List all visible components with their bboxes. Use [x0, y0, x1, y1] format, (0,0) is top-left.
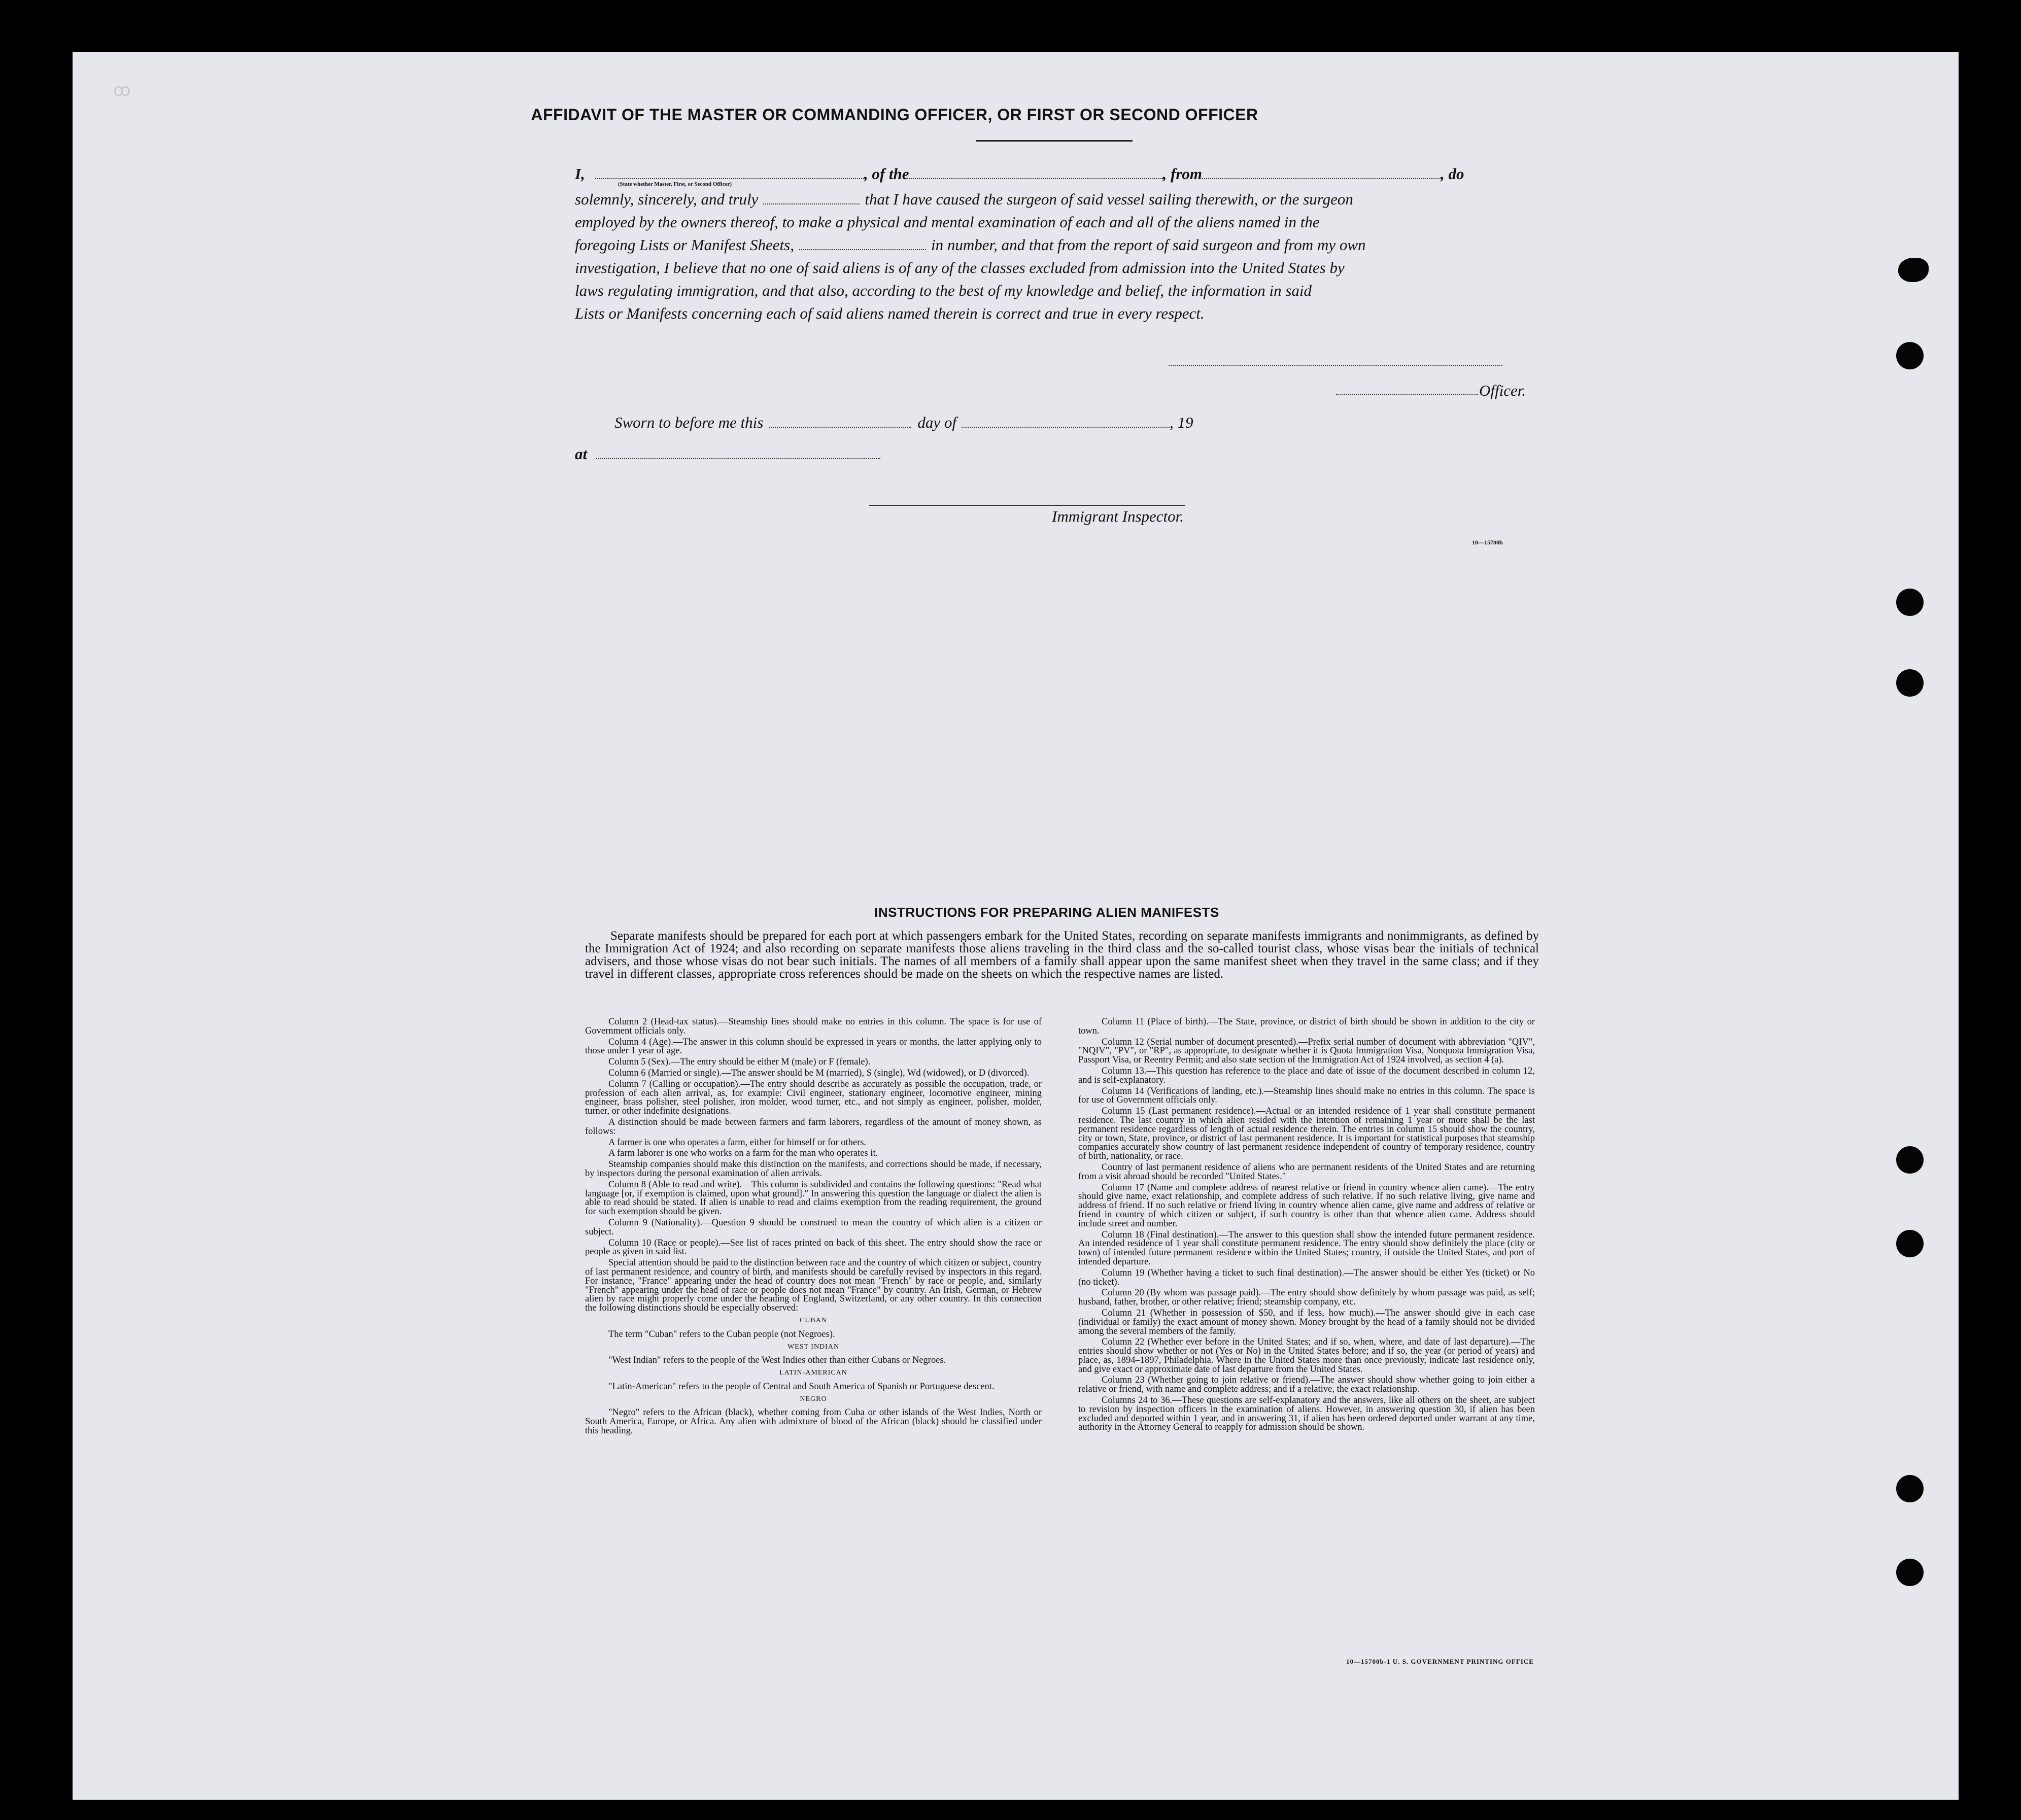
affidavit-line-6: laws regulating immigration, and that also, according to the best of my knowledge and belief, the information in said — [575, 282, 1312, 299]
affidavit-i: I, — [575, 165, 585, 183]
instruction-paragraph: Columns 24 to 36.—These questions are self-explanatory and the answers, like all others on the sheet, are subject to revision by inspection officers in the examination of aliens. However, in answering question 30, if alien has been excluded and deported within 1 year, and in answering 31, if alien has been ordered deported under warrant at any time, authority in the Attorney General to reapply for admission should be shown. — [1078, 1395, 1535, 1433]
sworn-line — [614, 411, 1568, 434]
instruction-paragraph: Column 21 (Whether in possession of $50, and if less, how much).—The answer should give in each case (individual or family) the exact amount of money shown. Money brought by the head of a family should not be divided among the several members of the family. — [1078, 1308, 1535, 1336]
instruction-paragraph: Country of last permanent residence of aliens who are permanent residents of the United States and are returning from a visit abroad should be recorded "United States." — [1078, 1162, 1535, 1182]
punch-hole — [1896, 1230, 1924, 1257]
punch-hole — [1898, 258, 1929, 282]
sworn-day-blank — [769, 426, 911, 428]
corner-mark: ꝏ — [113, 81, 131, 100]
inspector-label: Immigrant Inspector. — [1052, 507, 1184, 525]
affidavit-text: foregoing Lists or Manifest Sheets, — [575, 236, 794, 254]
intro-text: Separate manifests should be prepared for each port at which passengers embark for the United States, recording on separate manifests immigrants and nonimmigrants, as defined by the Immigration Act of 1924; and also recording on separate manifests those aliens traveling in the third class and the so-called tourist class, whose visas bear the initials of technical advisers, and those whose visas do not bear such initials. The names of all members of a family shall appear upon the same manifest sheet when they travel in the same class; and if they travel in different classes, appropriate cross references should be made on the sheets on which the respective names are listed. — [585, 929, 1539, 981]
at-line — [575, 442, 1529, 465]
instruction-paragraph: Column 10 (Race or people).—See list of races printed on back of this sheet. The entry should show the race or people as given in said list. — [585, 1238, 1042, 1257]
instruction-paragraph: Column 7 (Calling or occupation).—The entry should describe as accurately as possible the occupation, trade, or profession of each alien arrival, as, for example: Civil engineer, stationary engineer, locomotive engineer, mining engineer, brass polisher, steel polisher, iron molder, wood turner, etc., and not simply as engineer, polisher, molder, turner, or other indefinite designations. — [585, 1079, 1042, 1117]
instruction-paragraph: "West Indian" refers to the people of the West Indies other than either Cubans or Negroes. — [608, 1355, 946, 1366]
instruction-paragraph: Column 8 (Able to read and write).—This column is subdivided and contains the following questions: "Read what language [or, if exemption is claimed, upon what ground]." In answering this question the language or dialect the alien is able to read should be stated. If alien is unable to read and claims exemption from the reading requirement, the ground for such exemption should be given. — [585, 1179, 1042, 1217]
instruction-paragraph: Column 20 (By whom was passage paid).—The entry should show definitely by whom passage was paid, as self; husband, father, brother, or other relative; friend; steamship company, etc. — [1078, 1288, 1535, 1308]
officer-title-line — [1336, 394, 1478, 395]
printing-office-footer: 10—15700b-1 U. S. GOVERNMENT PRINTING OFFICE — [1346, 1658, 1534, 1665]
instruction-paragraph: A farm laborer is one who works on a farm for the man who operates it. — [608, 1148, 878, 1159]
officer-signature-line — [1169, 365, 1502, 366]
instruction-paragraph: Column 9 (Nationality).—Question 9 should be construed to mean the country of which alien is a citizen or subject. — [585, 1217, 1042, 1237]
affidavit-do: , do — [1441, 165, 1464, 183]
punch-hole — [1896, 1475, 1924, 1502]
affidavit-from: , from — [1162, 165, 1203, 183]
form-number: 10—15700b — [1472, 539, 1503, 546]
sworn-day-of: day of — [917, 414, 956, 431]
officer-label: Officer. — [1479, 382, 1526, 399]
port-from-blank — [1202, 178, 1441, 179]
title-rule — [976, 140, 1133, 142]
section-heading-latin-american: LATIN-AMERICAN — [779, 1369, 847, 1377]
affidavit-text: that I have caused the surgeon of said vessel sailing therewith, or the surgeon — [865, 190, 1353, 208]
instruction-paragraph: Column 11 (Place of birth).—The State, province, or district of birth should be shown in addition to the city or town. — [1078, 1017, 1535, 1036]
punch-hole — [1896, 1559, 1924, 1586]
instruction-paragraph: Column 14 (Verifications of landing, etc.).—Steamship lines should make no entries in this column. The space is for use of Government officials only. — [1078, 1086, 1535, 1106]
instructions-left-column — [585, 1018, 1042, 1438]
instruction-paragraph: Column 5 (Sex).—The entry should be either M (male) or F (female). — [608, 1057, 871, 1068]
at-label: at — [575, 445, 588, 463]
instruction-paragraph: Column 18 (Final destination).—The answer to this question shall show the intended future permanent residence. An intended residence of 1 year shall constitute permanent residence. The entry should show definitely the place (city or town) of intended future permanent residence within the United States; country, if outside the United States, and port of intended departure. — [1078, 1229, 1535, 1267]
instruction-paragraph: Column 22 (Whether ever before in the United States; and if so, when, where, and date of last departure).—The entries should show whether or not (Yes or No) in the United States before; and if so, the year (or period of years) and place, as, 1894–1897, Philadelphia. Where in the United States more than once previously, indicate last residence only, and give exact or approximate date of last departure from the United States. — [1078, 1337, 1535, 1375]
affidavit-line-2 — [575, 188, 1529, 211]
vessel-name-blank — [909, 178, 1163, 179]
oath-blank — [763, 203, 860, 204]
instruction-paragraph: Column 19 (Whether having a ticket to such final destination).—The answer should be either Yes (ticket) or No (no ticket). — [1078, 1267, 1535, 1287]
manifest-sheet — [73, 52, 1959, 1800]
inspector-signature-line — [869, 505, 1185, 506]
sworn-year: , 19 — [1169, 414, 1193, 431]
instructions-right-column — [1078, 1018, 1535, 1434]
instruction-paragraph: Column 2 (Head-tax status).—Steamship lines should make no entries in this column. The space is for use of Government officials only. — [585, 1017, 1042, 1036]
instructions-intro — [585, 930, 1539, 980]
sworn-month-blank — [962, 426, 1170, 428]
affidavit-text: solemnly, sincerely, and truly — [575, 190, 759, 208]
instruction-paragraph: Column 6 (Married or single).—The answer should be M (married), S (single), Wd (widowed), or D (divorced). — [608, 1068, 1030, 1078]
instruction-paragraph: The term "Cuban" refers to the Cuban people (not Negroes). — [608, 1329, 835, 1340]
instruction-paragraph: Column 12 (Serial number of document presented).—Prefix serial number of document with abbreviation "QIV", "NQIV", "PV", or "RP", as appropriate, to designate whether it is Quota Immigration Visa, Nonquota Immigration Visa, Passport Visa, or Reentry Permit; and also state section of the Immigration Act of 1924 involved, as section 4 (a). — [1078, 1037, 1535, 1066]
at-place-blank — [596, 458, 880, 459]
instructions-title: INSTRUCTIONS FOR PREPARING ALIEN MANIFESTS — [874, 905, 1219, 920]
punch-hole — [1896, 1146, 1924, 1174]
section-heading-west-indian: WEST INDIAN — [787, 1343, 840, 1351]
instruction-paragraph: A distinction should be made between farmers and farm laborers, regardless of the amount of money shown, as follows: — [585, 1117, 1042, 1137]
officer-rank-blank — [595, 178, 864, 179]
instruction-paragraph: Column 13.—This question has reference to the place and date of issue of the document described in column 12, and is self-explanatory. — [1078, 1066, 1535, 1085]
punch-hole — [1896, 669, 1924, 697]
instruction-paragraph: Column 4 (Age).—The answer in this column should be expressed in years or months, the latter applying only to those under 1 year of age. — [585, 1037, 1042, 1056]
instruction-paragraph: Column 15 (Last permanent residence).—Actual or an intended residence of 1 year shall constitute permanent residence. The last country in which alien resided with the intention of remaining 1 year or more shall be the last permanent residence regardless of length of actual residence therein. The entries in column 15 should show the country, city or town, State, province, or district of last permanent residence. It is important for statistical purposes that steamship companies accurately show country of last permanent residence independent of country of temporary residence, country of birth, nationality, or race. — [1078, 1106, 1535, 1162]
affidavit-line-4 — [575, 233, 1529, 256]
section-heading-cuban: CUBAN — [799, 1316, 827, 1324]
affidavit-line-5: investigation, I believe that no one of said aliens is of any of the classes excluded from admission into the United States by — [575, 259, 1345, 277]
section-heading-negro: NEGRO — [800, 1395, 827, 1403]
instruction-paragraph: Column 17 (Name and complete address of nearest relative or friend in country whence alien came).—The entry should give name, exact relationship, and complete address of such relative. If no such relative living, give name and address of friend. If no such relative or friend living in country whence alien came, give name and address of relative or friend in country of which citizen or subject, if such country is other than that whence alien came. Address should include street and number. — [1078, 1182, 1535, 1229]
affidavit-line-3: employed by the owners thereof, to make a physical and mental examination of each and all of the aliens named in the — [575, 213, 1320, 231]
instruction-paragraph: "Latin-American" refers to the people of Central and South America of Spanish or Portuguese descent. — [608, 1381, 995, 1392]
punch-hole — [1896, 342, 1924, 369]
sheet-count-blank — [799, 249, 926, 250]
instruction-paragraph: Column 23 (Whether going to join relative or friend).—The answer should show whether going to join either a relative or friend, with name and complete address; and if a relative, the exact relationship. — [1078, 1375, 1535, 1395]
affidavit-of-the: , of the — [864, 165, 909, 183]
affidavit-line-7: Lists or Manifests concerning each of said aliens named therein is correct and true in every respect. — [575, 304, 1205, 322]
sworn-text: Sworn to before me this — [614, 414, 764, 431]
affidavit-text: in number, and that from the report of said surgeon and from my own — [931, 236, 1366, 254]
punch-hole — [1896, 589, 1924, 616]
officer-rank-note: (State whether Master, First, or Second Officer) — [618, 181, 732, 187]
instruction-paragraph: Special attention should be paid to the distinction between race and the country of which citizen or subject, country of last permanent residence, and country of birth, and manifests should be carefully revised by inspectors in this regard. For instance, "France" appearing under the head of country does not mean "French" by race or people, and, similarly "French" appearing under the head of race or people does not mean "France" by country. An Irish, German, or Hebrew alien by race might properly come under the heading of England, Switzerland, or any other country. In this connection the following distinctions should be especially observed: — [585, 1258, 1042, 1314]
instruction-paragraph: A farmer is one who operates a farm, either for himself or for others. — [608, 1137, 867, 1148]
instruction-paragraph: "Negro" refers to the African (black), whether coming from Cuba or other islands of the West Indies, North or South America, Europe, or Africa. Any alien with admixture of blood of the African (black) should be classified under this heading. — [585, 1407, 1042, 1436]
instruction-paragraph: Steamship companies should make this distinction on the manifests, and corrections should be made, if necessary, by inspectors during the personal examination of alien arrivals. — [585, 1159, 1042, 1179]
affidavit-title: AFFIDAVIT OF THE MASTER OR COMMANDING OFFICER, OR FIRST OR SECOND OFFICER — [531, 106, 1258, 124]
